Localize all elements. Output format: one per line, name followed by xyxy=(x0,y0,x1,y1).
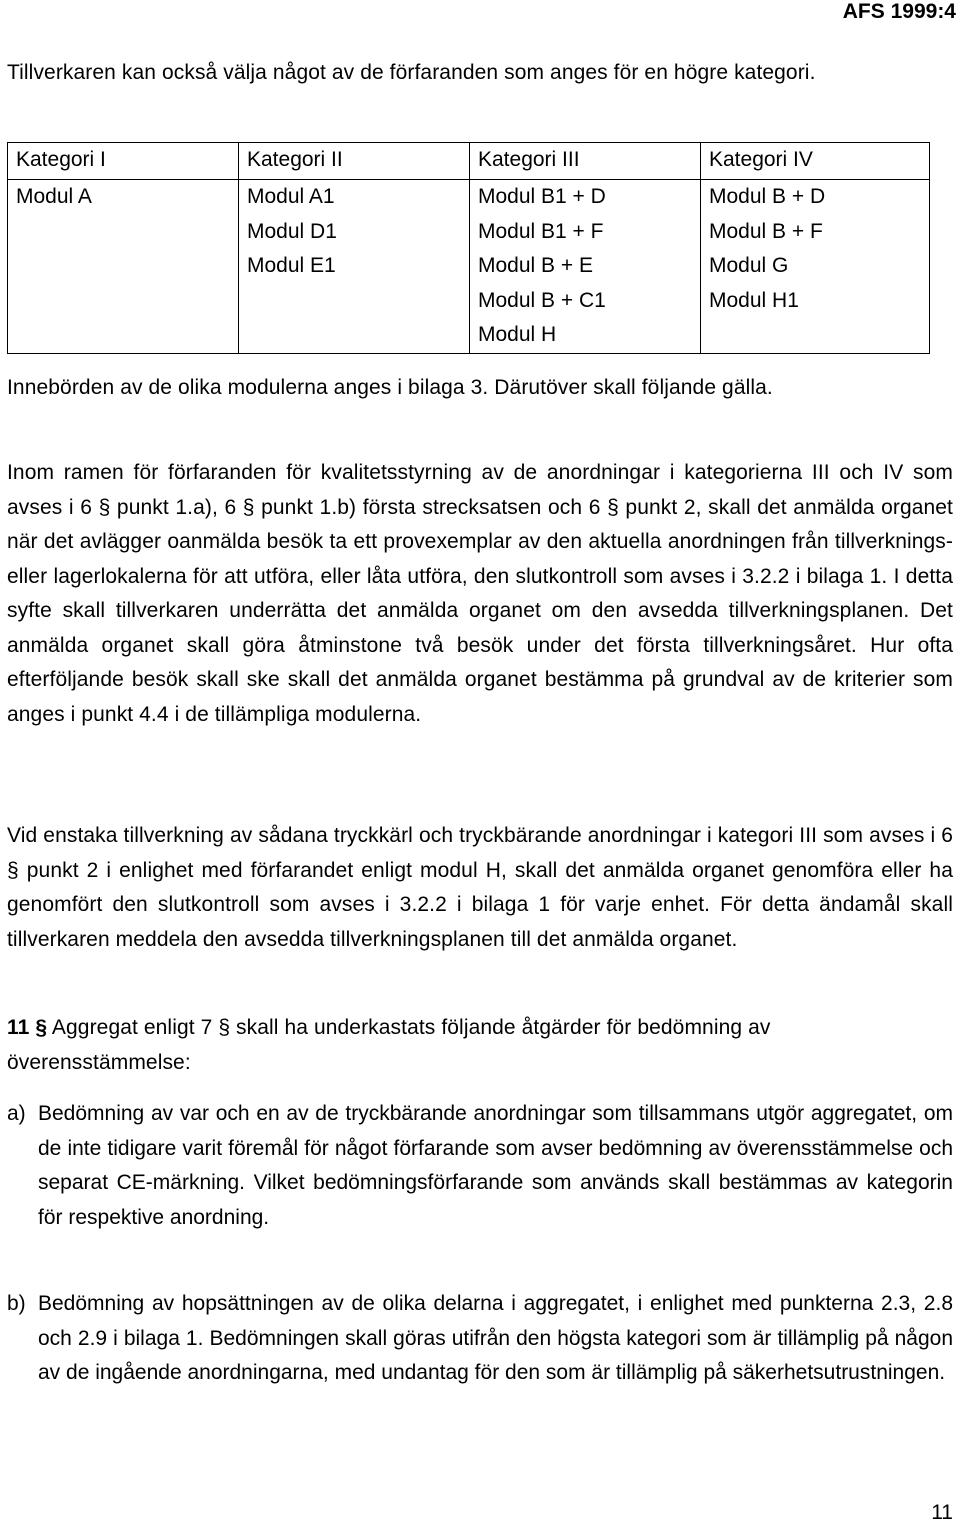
header-kategori-2: Kategori II xyxy=(239,143,470,180)
single-manufacture-paragraph: Vid enstaka tillverkning av sådana tryckkärl och tryckbärande anordningar i kategori III som avses i 6 § punkt 2 i enlighet med förfarandet enligt modul H, skall det anmälda organet genomföra eller ha genomfört den slutkontroll som avses i 3.2.2 i bilaga 1 för varje enhet. För detta ändamål skall tillverkaren meddela den avsedda tillverkningsplanen till det anmälda organet. xyxy=(7,824,953,951)
document-reference: AFS 1999:4 xyxy=(842,0,956,23)
module-item: Modul H xyxy=(478,323,557,346)
module-item: Modul G xyxy=(709,254,789,277)
module-item: Modul A1 xyxy=(247,185,335,208)
intro-paragraph: Tillverkaren kan också välja något av de förfaranden som anges för en högre kategori. xyxy=(7,61,816,84)
module-item: Modul H1 xyxy=(709,288,799,312)
module-item: Modul A xyxy=(16,185,92,208)
page-number: 11 xyxy=(931,1501,953,1524)
cell-kategori-4 xyxy=(701,180,930,354)
module-item: Modul B1 + D xyxy=(478,185,606,208)
section-number: 11 § xyxy=(7,1016,48,1039)
list-marker: b) xyxy=(7,1292,26,1315)
header-kategori-3: Kategori III xyxy=(470,143,701,180)
category-module-table xyxy=(7,142,930,354)
cell-kategori-3 xyxy=(470,180,701,354)
table-row xyxy=(8,180,930,354)
quality-control-paragraph: Inom ramen för förfaranden för kvalitetsstyrning av de anordningar i kategorierna III och IV som avses i 6 § punkt 1.a), 6 § punkt 1.b) första strecksatsen och 6 § punkt 2, skall det anmälda organet när det avlägger oanmälda besök ta ett provexemplar av den aktuella anordningen från tillverknings- eller lagerlokalerna för att utföra, eller låta utföra, den slutkontroll som avses i 3.2.2 i bilaga 1. I detta syfte skall tillverkaren underrätta det anmälda organet om den avsedda tillverkningsplanen. Det anmälda organet skall göra åtminstone två besök under det första tillverkningsåret. Hur ofta efterföljande besök skall ske skall det anmälda organet bestämma på grundval av de kriterier som anges i punkt 4.4 i de tillämpliga modulerna. xyxy=(7,461,953,726)
header-kategori-4: Kategori IV xyxy=(701,143,930,180)
module-item: Modul B + E xyxy=(478,254,593,277)
list-item-text: Bedömning av hopsättningen av de olika delarna i aggregatet, i enlighet med punkterna 2.3, 2.8 och 2.9 i bilaga 1. Bedömningen skall göras utifrån den högsta kategori som är tillämplig på någon av de ingående anordningarna, med undantag för den som är tillämplig på säkerhetsutrustningen. xyxy=(38,1292,953,1384)
cell-kategori-2 xyxy=(239,180,470,354)
list-item-text: Bedömning av var och en av de tryckbärande anordningar som tillsammans utgör aggregatet, om de inte tidigare varit föremål för något förfarande som avser bedömning av överensstämmelse och separat CE-märkning. Vilket bedömningsförfarande som används skall bestämmas av kategorin för respektive anordning. xyxy=(38,1102,953,1229)
module-item: Modul D1 xyxy=(247,219,337,243)
list-item xyxy=(7,1287,953,1391)
table-header-row xyxy=(8,143,930,180)
section-11-paragraph xyxy=(7,1011,953,1080)
module-item: Modul E1 xyxy=(247,254,336,277)
module-item: Modul B + D xyxy=(709,185,826,208)
section-text: Aggregat enligt 7 § skall ha underkastats följande åtgärder för bedömning av överensstämmelse: xyxy=(7,1016,771,1074)
list-marker: a) xyxy=(7,1102,26,1125)
list-item xyxy=(7,1097,953,1235)
module-item: Modul B + F xyxy=(709,219,823,243)
module-item: Modul B1 + F xyxy=(478,219,604,243)
cell-kategori-1 xyxy=(8,180,239,354)
header-kategori-1: Kategori I xyxy=(8,143,239,180)
module-item: Modul B + C1 xyxy=(478,288,606,312)
modules-note-paragraph: Innebörden av de olika modulerna anges i bilaga 3. Därutöver skall följande gälla. xyxy=(7,376,773,399)
